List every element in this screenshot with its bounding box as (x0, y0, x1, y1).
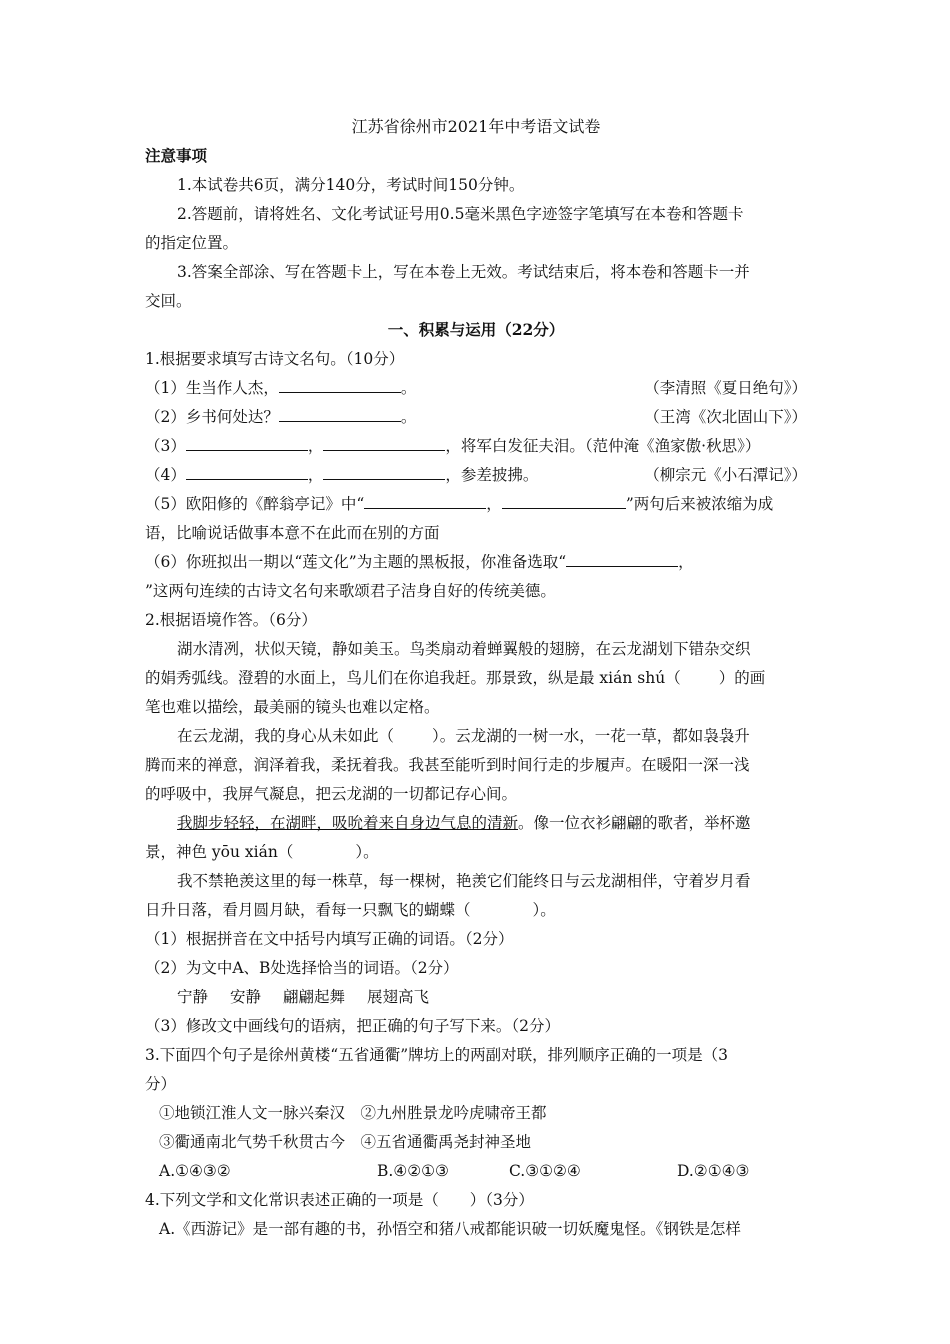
q1-line-5-cont: 语，比喻说话做事本意不在此而在别的方面 (145, 524, 440, 542)
answer-blank[interactable] (279, 407, 401, 422)
q2-passage-line: 腾而来的禅意，润泽着我，柔抚着我。我甚至能听到时间行走的步履声。在暖阳一深一浅 (145, 756, 750, 774)
q3-stem-cont: 分） (145, 1075, 177, 1093)
word-choice: 翩翩起舞 (283, 988, 346, 1006)
q1-line-1: （1）生当作人杰， 。 （李清照《夏日绝句》） (145, 379, 807, 397)
answer-blank[interactable] (323, 436, 445, 451)
page-title: 江苏省徐州市2021年中考语文试卷 (351, 117, 601, 136)
q2-passage-line: 景，神色 yōu xián（ ）。 (145, 843, 379, 861)
word-choice: 展翅高飞 (367, 988, 430, 1006)
q2-passage-line: 在云龙湖，我的身心从未如此（ ）。云龙湖的一树一水，一花一草，都如袅袅升 (177, 727, 750, 745)
notice-item-3-cont: 交回。 (145, 292, 192, 310)
notice-item-2: 2.答题前，请将姓名、文化考试证号用0.5毫米黑色字迹签字笔填写在本卷和答题卡 (177, 205, 744, 223)
q2-passage-line: 我不禁艳羡这里的每一株草，每一棵树，艳羡它们能终日与云龙湖相伴，守着岁月看 (177, 872, 751, 890)
q2-passage-line: 湖水清冽，状似天镜，静如美玉。鸟类扇动着蝉翼般的翅膀，在云龙湖划下错杂交织 (177, 640, 751, 658)
underlined-sentence: 我脚步轻轻，在湖畔，吸吮着来自身边气息的清新 (177, 814, 519, 832)
q3-couplets-2: ③衢通南北气势千秋贯古今 ④五省通衢禹尧封神圣地 (159, 1133, 532, 1151)
q2-passage-line: 我脚步轻轻，在湖畔，吸吮着来自身边气息的清新。像一位衣衫翩翩的歌者，举杯邀 (177, 814, 751, 832)
notice-item-2-cont: 的指定位置。 (145, 234, 239, 252)
option-a[interactable]: A.①④③② (159, 1162, 231, 1180)
notice-item-1: 1.本试卷共6页，满分140分，考试时间150分钟。 (177, 176, 525, 194)
option-b[interactable]: B.④②①③ (377, 1162, 449, 1180)
q1-line-5: （5）欧阳修的《醉翁亭记》中“ ， ”两句后来被浓缩为成 (145, 495, 774, 513)
q3-stem: 3.下面四个句子是徐州黄楼“五省通衢”牌坊上的两副对联，排列顺序正确的一项是（3 (145, 1046, 729, 1064)
q1-source-1: （李清照《夏日绝句》） (644, 379, 807, 397)
q2-passage-line: 的娟秀弧线。澄碧的水面上，鸟儿们在你追我赶。那景致，纵是最 xián shú（ ）的画 (145, 669, 766, 687)
q4-option-a[interactable]: A.《西游记》是一部有趣的书，孙悟空和猪八戒都能识破一切妖魔鬼怪。《钢铁是怎样 (159, 1220, 741, 1238)
option-c[interactable]: C.③①②④ (509, 1162, 581, 1180)
notice-item-3: 3.答案全部涂、写在答题卡上，写在本卷上无效。考试结束后，将本卷和答题卡一并 (177, 263, 750, 281)
answer-blank[interactable] (279, 378, 401, 393)
word-choice: 宁静 (177, 988, 209, 1006)
q2-sub-2: （2）为文中A、B处选择恰当的词语。（2分） (145, 959, 459, 977)
q1-source-2: （王湾《次北固山下》） (644, 408, 807, 426)
q2-stem: 2.根据语境作答。（6分） (145, 611, 317, 629)
q2-passage-line: 笔也难以描绘，最美丽的镜头也难以定格。 (145, 698, 440, 716)
answer-blank[interactable] (186, 465, 308, 480)
q2-sub-1: （1）根据拼音在文中括号内填写正确的词语。（2分） (145, 930, 514, 948)
option-d[interactable]: D.②①④③ (677, 1162, 750, 1180)
answer-blank[interactable] (502, 494, 626, 509)
q1-line-6: （6）你班拟出一期以“莲文化”为主题的黑板报，你准备选取“ ， (145, 553, 694, 571)
word-choice: 安静 (230, 988, 262, 1006)
q1-line-4: （4） ， ，参差披拂。 （柳宗元《小石潭记》） (145, 466, 807, 484)
answer-blank[interactable] (364, 494, 486, 509)
q1-line-3: （3） ， ，将军白发征夫泪。（范仲淹《渔家傲·秋思》） (145, 437, 761, 455)
q2-sub-3: （3）修改文中画线句的语病，把正确的句子写下来。（2分） (145, 1017, 560, 1035)
q1-line-6-cont: ”这两句连续的古诗文名句来歌颂君子洁身自好的传统美德。 (145, 582, 556, 600)
answer-blank[interactable] (323, 465, 445, 480)
q1-source-4: （柳宗元《小石潭记》） (644, 466, 807, 484)
q2-passage-line: 的呼吸中，我屏气凝息，把云龙湖的一切都记存心间。 (145, 785, 518, 803)
q4-stem: 4.下列文学和文化常识表述正确的一项是（ ）（3分） (145, 1191, 534, 1209)
section-heading: 一、积累与运用（22分） (387, 320, 565, 339)
q3-couplets-1: ①地锁江淮人文一脉兴秦汉 ②九州胜景龙吟虎啸帝王都 (159, 1104, 547, 1122)
q1-stem: 1.根据要求填写古诗文名句。（10分） (145, 350, 405, 368)
q1-line-2: （2）乡书何处达？ 。 （王湾《次北固山下》） (145, 408, 807, 426)
q2-word-choices (145, 987, 807, 1007)
answer-blank[interactable] (186, 436, 308, 451)
answer-blank[interactable] (566, 552, 678, 567)
notice-heading: 注意事项 (145, 146, 208, 165)
q2-passage-line: 日升日落，看月圆月缺，看每一只飘飞的蝴蝶（ ）。 (145, 901, 556, 919)
